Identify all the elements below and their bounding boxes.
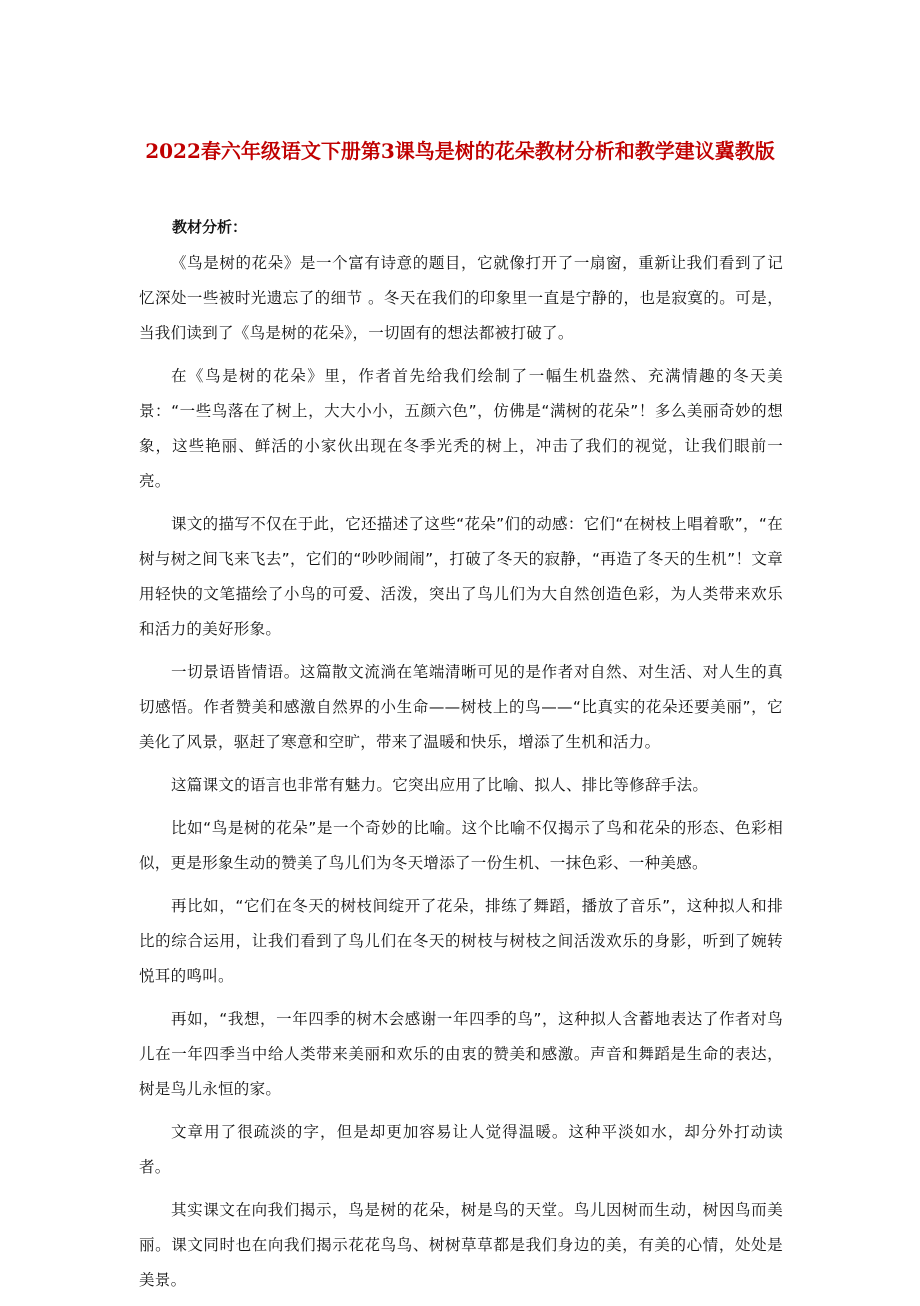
paragraph: 其实课文在向我们揭示，鸟是树的花朵，树是鸟的天堂。鸟儿因树而生动，树因鸟而美丽。课文同时也在向我们揭示花花鸟鸟、树树草草都是我们身边的美，有美的心情，处处是美景。 [139, 1201, 783, 1289]
paragraph: 再如，“我想，一年四季的树木会感谢一年四季的鸟”，这种拟人含蓄地表达了作者对鸟儿在一年四季当中给人类带来美丽和欢乐的由衷的赞美和感激。声音和舞蹈是生命的表达，树是鸟儿永恒的家。 [139, 1010, 783, 1098]
paragraph: 在《鸟是树的花朵》里，作者首先给我们绘制了一幅生机盎然、充满情趣的冬天美景：“一些鸟落在了树上，大大小小，五颜六色”，仿佛是“满树的花朵”！多么美丽奇妙的想象，这些艳丽、鲜活的小家伙出现在冬季光秃的树上，冲击了我们的视觉，让我们眼前一亮。 [139, 367, 783, 490]
paragraph: 课文的描写不仅在于此，它还描述了这些“花朵”们的动感：它们“在树枝上唱着歌”，“在树与树之间飞来飞去”，它们的“吵吵闹闹”，打破了冬天的寂静，“再造了冬天的生机”！文章用轻快的文笔描绘了小鸟的可爱、活泼，突出了鸟儿们为大自然创造色彩，为人类带来欢乐和活力的美好形象。 [139, 515, 783, 638]
paragraph: 再比如，“它们在冬天的树枝间绽开了花朵，排练了舞蹈，播放了音乐”，这种拟人和排比的综合运用，让我们看到了鸟儿们在冬天的树枝与树枝之间活泼欢乐的身影，听到了婉转悦耳的鸣叫。 [139, 897, 783, 985]
paragraph: 这篇课文的语言也非常有魅力。它突出应用了比喻、拟人、排比等修辞手法。 [171, 776, 709, 794]
body-text [139, 246, 783, 1306]
paragraph: 比如“鸟是树的花朵”是一个奇妙的比喻。这个比喻不仅揭示了鸟和花朵的形态、色彩相似，更是形象生动的赞美了鸟儿们为冬天增添了一份生机、一抹色彩、一种美感。 [139, 819, 783, 872]
document-title: 2022春六年级语文下册第3课鸟是树的花朵教材分析和教学建议冀教版 [145, 139, 775, 164]
paragraph: 《鸟是树的花朵》是一个富有诗意的题目，它就像打开了一扇窗，重新让我们看到了记忆深处一些被时光遗忘了的细节 。冬天在我们的印象里一直是宁静的，也是寂寞的。可是，当我们读到了《鸟是树的花朵》，一切固有的想法都被打破了。 [139, 254, 783, 342]
paragraph: 一切景语皆情语。这篇散文流淌在笔端清晰可见的是作者对自然、对生活、对人生的真切感悟。作者赞美和感激自然界的小生命——树枝上的鸟——“比真实的花朵还要美丽”，它美化了风景，驱赶了寒意和空旷，带来了温暖和快乐，增添了生机和活力。 [139, 663, 783, 751]
paragraph: 文章用了很疏淡的字，但是却更加容易让人觉得温暖。这种平淡如水，却分外打动读者。 [139, 1123, 783, 1176]
section-label: 教材分析： [172, 218, 248, 236]
